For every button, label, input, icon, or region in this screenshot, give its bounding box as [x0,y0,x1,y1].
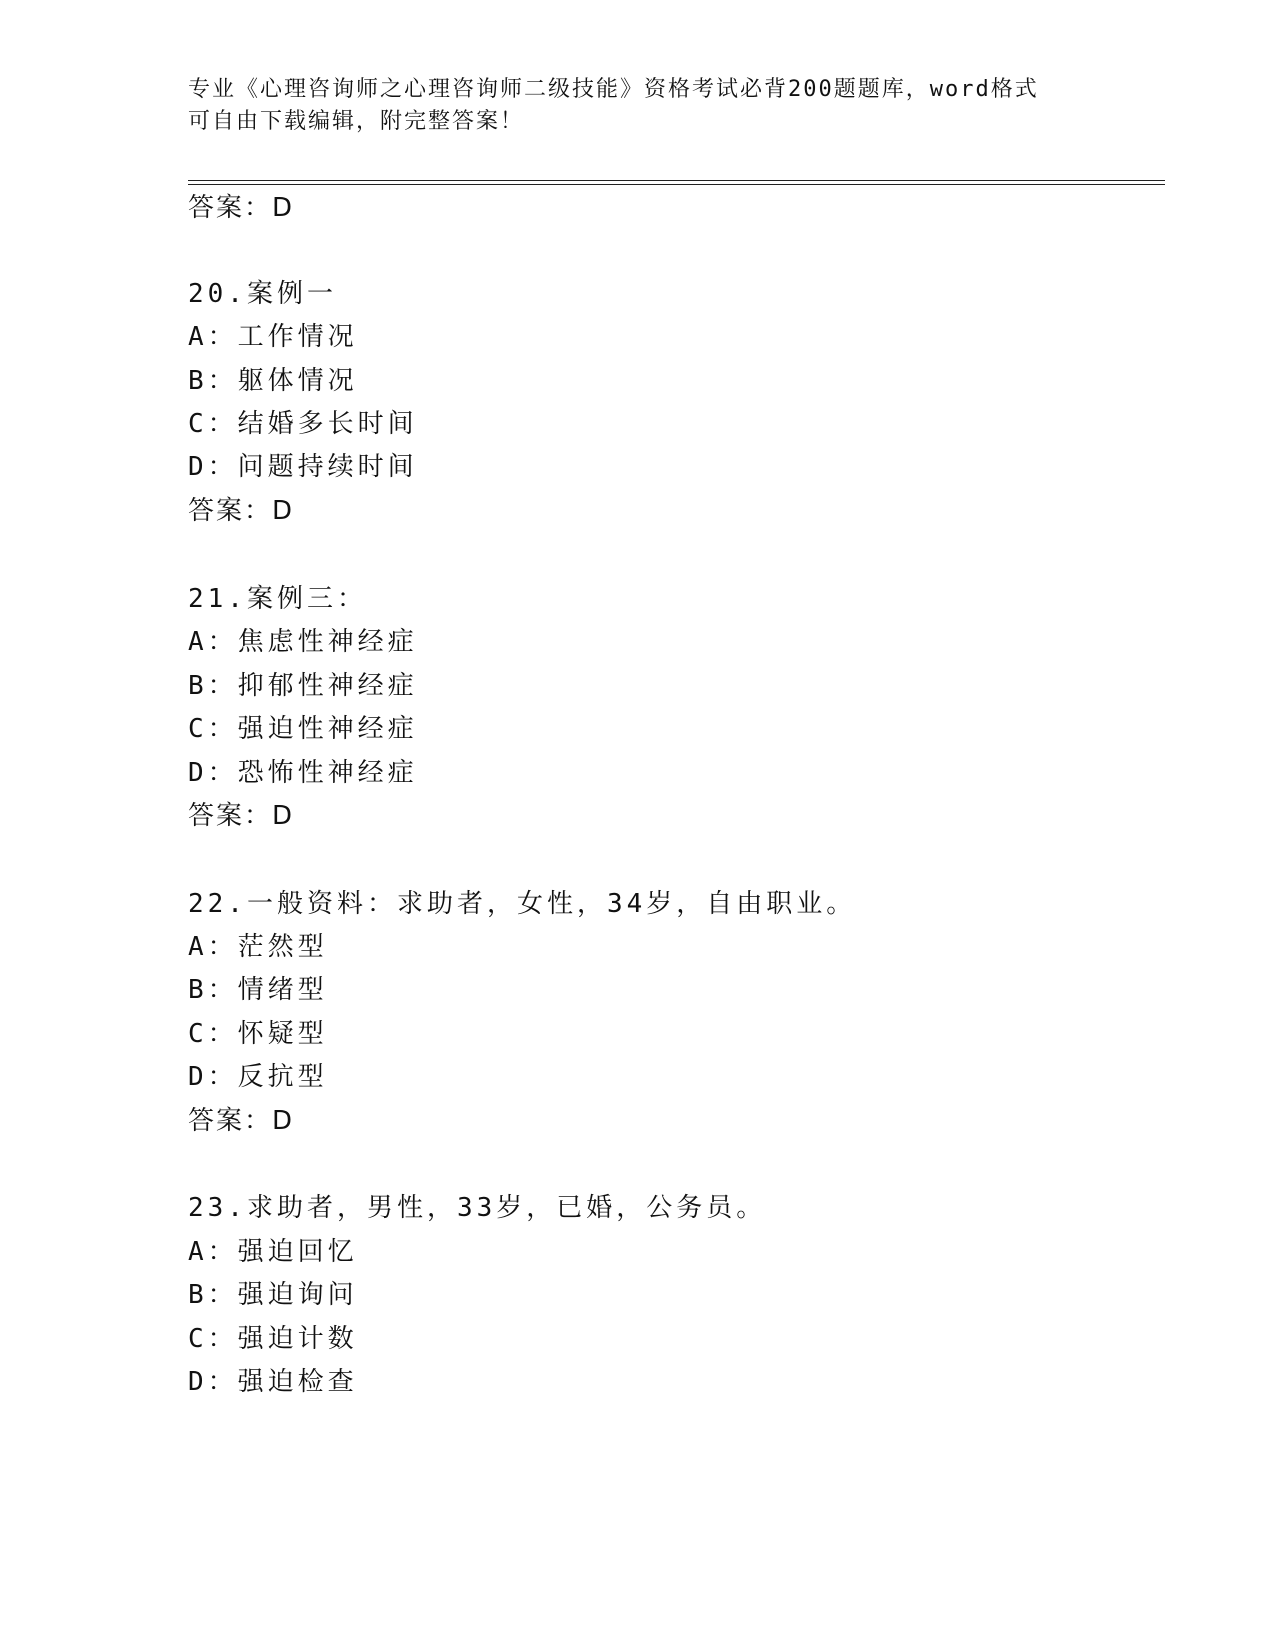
option-d: D：强迫检查 [188,1367,358,1397]
option-c: C：强迫计数 [188,1324,358,1354]
header-divider-double [188,184,1165,185]
option-d: D：问题持续时间 [188,452,418,482]
option-b: B：躯体情况 [188,366,358,396]
option-b: B：强迫询问 [188,1280,358,1310]
option-a: A：焦虑性神经症 [188,627,418,657]
document-header [188,74,1088,138]
answer-line: 答案：D [188,496,295,526]
answer-line: 答案：D [188,801,295,831]
option-c: C：强迫性神经症 [188,714,418,744]
option-b: B：情绪型 [188,975,328,1005]
option-a: A：茫然型 [188,932,328,962]
question-stem: 20.案例一 [188,279,337,309]
question-stem: 21.案例三： [188,584,367,614]
header-divider [188,180,1165,181]
option-a: A：工作情况 [188,322,358,352]
option-c: C：怀疑型 [188,1019,328,1049]
option-d: D：反抗型 [188,1062,328,1092]
option-b: B：抑郁性神经症 [188,671,418,701]
answer-line: 答案：D [188,193,295,223]
option-a: A：强迫回忆 [188,1237,358,1267]
question-stem: 22.一般资料：求助者，女性，34岁，自由职业。 [188,889,857,919]
answer-line: 答案：D [188,1106,295,1136]
header-line-2: 可自由下载编辑，附完整答案！ [188,109,525,134]
option-d: D：恐怖性神经症 [188,758,418,788]
question-stem: 23.求助者，男性，33岁，已婚，公务员。 [188,1193,767,1223]
option-c: C：结婚多长时间 [188,409,418,439]
header-line-1: 专业《心理咨询师之心理咨询师二级技能》资格考试必背200题题库，word格式 [188,77,1039,102]
